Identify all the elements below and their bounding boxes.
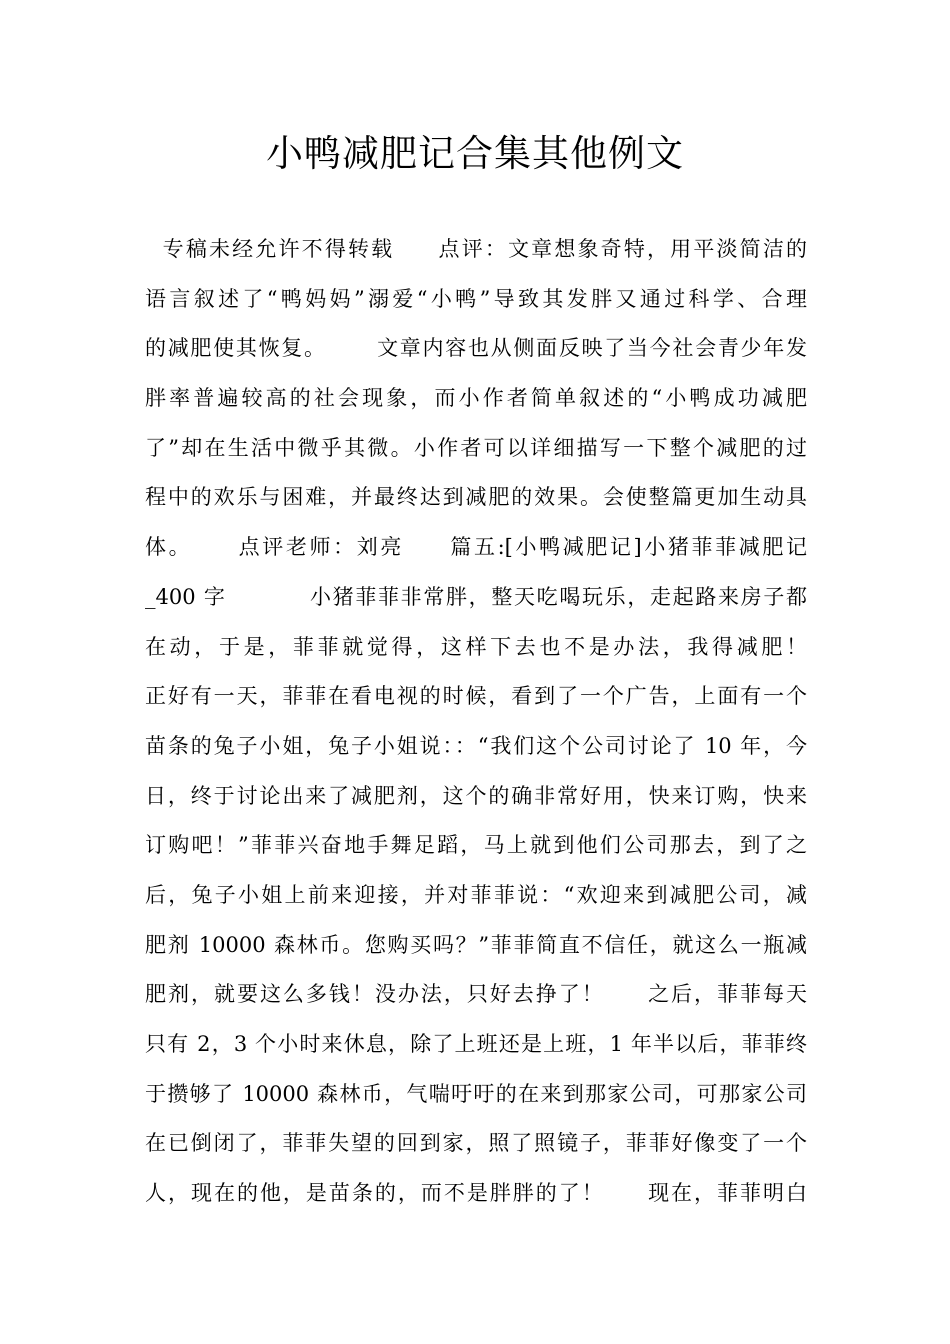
body-line: 程中的欢乐与困难，并最终达到减肥的效果。会使整篇更加生动具 [145, 485, 807, 510]
body-line: 只有 2，3 个小时来休息，除了上班还是上班，1 年半以后，菲菲终 [145, 1032, 807, 1056]
body-line: 正好有一天，菲菲在看电视的时候，看到了一个广告，上面有一个 [145, 684, 807, 709]
body-line: 后，兔子小姐上前来迎接，并对菲菲说：“欢迎来到减肥公司，减 [145, 882, 807, 907]
body-line: 日，终于讨论出来了减肥剂，这个的确非常好用，快来订购，快来 [145, 783, 807, 808]
page-title: 小鸭减肥记合集其他例文 [266, 132, 684, 175]
body-line: 语言叙述了“鸭妈妈”溺爱“小鸭”导致其发胖又通过科学、合理 [145, 286, 807, 311]
body-line: 订购吧！”菲菲兴奋地手舞足蹈，马上就到他们公司那去，到了之 [145, 833, 807, 858]
body-line: 专稿未经允许不得转载 点评：文章想象奇特，用平淡简洁的 [145, 237, 807, 261]
body-line: 胖率普遍较高的社会现象，而小作者简单叙述的“小鸭成功减肥 [145, 386, 807, 411]
body-line: 在已倒闭了，菲菲失望的回到家，照了照镜子，菲菲好像变了一个 [145, 1131, 807, 1156]
body-line: 于攒够了 10000 森林币，气喘吁吁的在来到那家公司，可那家公司 [145, 1081, 807, 1106]
document-body [145, 225, 807, 1219]
body-line: 了”却在生活中微乎其微。小作者可以详细描写一下整个减肥的过 [145, 435, 807, 460]
body-line: 苗条的兔子小姐，兔子小姐说：：“我们这个公司讨论了 10 年，今 [145, 733, 807, 758]
body-line: 在动，于是，菲菲就觉得，这样下去也不是办法，我得减肥！ [145, 634, 807, 659]
body-line: 肥剂，就要这么多钱！没办法，只好去挣了！ 之后，菲菲每天 [145, 982, 807, 1007]
body-line: _400 字 小猪菲菲非常胖，整天吃喝玩乐，走起路来房子都 [145, 584, 807, 609]
body-line: 肥剂 10000 森林币。您购买吗？”菲菲简直不信任，就这么一瓶减 [145, 932, 807, 957]
body-line: 体。 点评老师：刘亮 篇五:[小鸭减肥记]小猪菲菲减肥记 [145, 535, 807, 560]
body-line: 的减肥使其恢复。 文章内容也从侧面反映了当今社会青少年发 [145, 336, 807, 361]
body-line: 人，现在的他，是苗条的，而不是胖胖的了！ 现在，菲菲明白 [145, 1181, 807, 1206]
